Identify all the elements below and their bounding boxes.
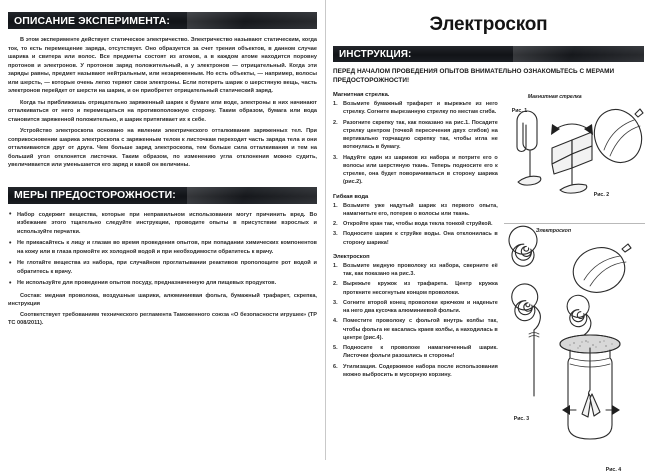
figure-group-title-magnetic-needle: Магнитная стрелка — [527, 94, 582, 101]
safety-warning-text: ПЕРЕД НАЧАЛОМ ПРОВЕДЕНИЯ ОПЫТОВ ВНИМАТЕЛЬНО ОЗНАКОМЬТЕСЬ С МЕРАМИ ПРЕДОСТОРОЖНОСТИ! — [333, 68, 615, 85]
copper-wire-spiral-icon — [509, 226, 537, 266]
instruction-steps-column — [333, 92, 498, 381]
experiment-title-magnetic-needle: Магнитная стрелка. — [333, 92, 390, 99]
steps-electroscope — [333, 262, 498, 379]
wire-spiral-with-stem-icon — [511, 284, 540, 396]
section-header-experiment-description — [8, 12, 317, 29]
electroscope-assembly-icon — [560, 296, 620, 440]
list-item: Утилизация. Содержимое набора после использования можно выбросить в мусорную корзину. — [343, 363, 498, 378]
list-item: Возьмите медную проволоку из набора, сверните её так, как показано на рис.3. — [343, 262, 498, 278]
list-item: Возьмите бумажный трафарет и вырежьте из него стрелку. Согните вырезанную стрелку по местам сгиба. — [343, 101, 498, 116]
list-item: • Не прикасайтесь к лицу и глазам во время проведения опытов, при попадании химических компонентов на кожу или в глаза промойте их холодной водой и при необходимости обратитесь к врачу. — [8, 239, 317, 256]
page-fold-divider — [325, 0, 326, 460]
page-title: Электроскоп — [429, 14, 548, 35]
figure-caption-2: Рис. 2 — [593, 192, 610, 199]
experiment-title-electroscope: Электроскоп — [333, 253, 370, 260]
figure-group-title-electroscope: Электроскоп — [535, 228, 571, 235]
list-item: Вырежьте кружок из трафарета. Центр кружка проткните несогнутым концом проволоки. — [343, 281, 498, 296]
figure-caption-3: Рис. 3 — [513, 416, 530, 423]
figure-caption-1: Рис. 1 — [511, 108, 528, 115]
list-item: Подносите к проволоке намагниченный шарик. Листочки фольги разошлись в стороны! — [343, 345, 498, 360]
figure-group-divider — [504, 223, 645, 224]
steps-flexible-water — [333, 202, 498, 247]
balloon-icon — [568, 242, 631, 299]
list-item: Согните второй конец проволоки крючком и наденьте на него два кусочка алюминиевой фольги. — [343, 299, 498, 315]
kit-contents-note: Состав: медная проволока, воздушные шарики, алюминиевая фольга, бумажный трафарет, скрепка, инструкция — [8, 292, 317, 308]
list-item: Разогните скрепку так, как показано на рис.1. Посадите стрелку центром (точкой пересечения двух сгибов) на вертикально торчащую скрепку так, чтобы игла не воткнулась в бумагу. — [343, 119, 498, 151]
description-paragraph-1: В этом эксперименте действует статическое электричество. Электричество называют статическим, когда ток, то есть перемещение заряда, отсутствует. Оно образуется за счет трения объектов, в данном случае шарика и свитера или волос. Все предметы состоят из атомов, а в каждом атоме находится поровну протонов и электронов. У протонов заряд положительный, а у электронов — отрицательный. Когда эти заряды равны, предмет называют нейтральным, или незаряженным. Но есть объекты, — например, волосы или шерсть, — которые очень легко теряют свои электроны. Если потереть шарик о шерстяную вещь, часть электронов перейдет от шерсти на шарик, и он приобретет отрицательный статический заряд. — [8, 37, 317, 94]
paper-clip-icon — [517, 111, 541, 185]
list-item: Надуйте один из шариков из набора и потрите его о волосы или шерстяную ткань. Теперь подносите его к стрелке, она будет поворачиваться в сторону шарика (рис.2). — [343, 154, 498, 186]
safety-precautions-list — [8, 211, 317, 288]
figure-caption-4: Рис. 4 — [605, 467, 622, 473]
section-header-experiment-description-label: ОПИСАНИЕ ЭКСПЕРИМЕНТА: — [14, 14, 171, 27]
certification-note: Соответствует требованиям технического регламента Таможенного союза «О безопасности игрушек» (ТР ТС 008/2011). — [8, 311, 317, 327]
list-item: Возьмите уже надутый шарик из первого опыта, намагнитьте его, потерев о волосы или ткань. — [343, 202, 498, 217]
section-header-safety-precautions — [8, 187, 317, 204]
list-item: Подносите шарик к струйке воды. Она отклонилась в сторону шарика! — [343, 231, 498, 246]
list-item: Поместите проволоку с фольгой внутрь колбы так, чтобы фольга не касалась краев колбы, а находилась в центре (рис.4). — [343, 318, 498, 341]
figures-column — [502, 92, 644, 473]
list-item: Откройте кран так, чтобы вода текла тонкой струйкой. — [343, 221, 493, 228]
section-spacer — [8, 173, 317, 187]
steps-magnetic-needle — [333, 100, 498, 187]
experiment-title-flexible-water: Гибкая вода — [333, 193, 369, 200]
list-item: • Набор содержит вещества, которые при неправильном использовании могут причинить вред. Во избежание этого тщательно следуйте инструкции, проводите опыты в присутствии взрослых и используйте перчатки. — [8, 211, 317, 237]
instruction-body — [333, 92, 644, 473]
figure-electroscope-illustration — [502, 238, 647, 438]
list-item: • Не глотайте вещества из набора, при случайном проглатывании реактивов прополощите рот водой и обратитесь к врачу. — [8, 259, 317, 276]
right-panel — [325, 0, 650, 473]
paper-arrow-on-stand-icon — [551, 124, 593, 193]
section-header-safety-precautions-label: МЕРЫ ПРЕДОСТОРОЖНОСТИ: — [14, 189, 176, 201]
description-paragraph-3: Устройство электроскопа основано на явлении электрического отталкивания заряженных тел. При соприкосновении шарика электроскопа с заряженным телом к листочкам переходит часть заряда тела и они отталкиваются друг от друга. Чем больше заряд электроскопа, тем больше сила отталкивания и тем на больший угол отклонятся листочки. Таким образом, по изменению угла отклонения можно судить, увеличивается или уменьшается его заряд и какой он величины. — [8, 128, 317, 168]
description-paragraph-2: Когда ты приближаешь отрицательно заряженный шарик к бумаге или воде, электроны в них начинают отталкиваться от него и перемещаться на противоположную сторону. Таким образом, бумага или вода становится заряженной положительно, и шарик притягивает их к себе. — [8, 99, 317, 123]
section-header-instruction-label: ИНСТРУКЦИЯ: — [339, 48, 412, 60]
list-item: • Не используйте для проведения опытов посуду, предназначенную для пищевых продуктов. — [8, 279, 317, 288]
figure-magnetic-needle-illustration — [502, 102, 647, 220]
left-panel — [0, 0, 325, 460]
balloon-icon — [586, 103, 649, 170]
section-header-instruction — [333, 46, 644, 62]
